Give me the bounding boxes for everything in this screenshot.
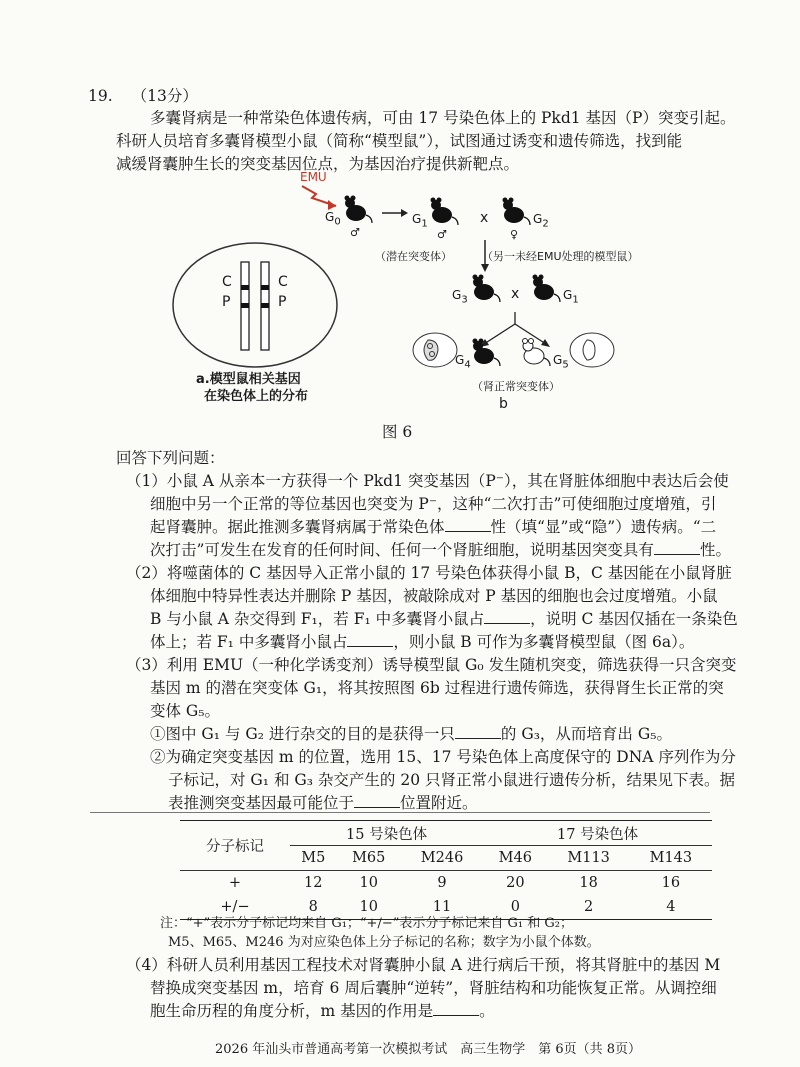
g2-label: $G_2$ <box>533 212 549 230</box>
table-cell: 18 <box>579 875 598 891</box>
g1b-label: $G_1$ <box>563 288 579 306</box>
table-note-2: M5、M65、M246 为对应染色体上分子标记的名称；数字为小鼠个体数。 <box>168 935 600 950</box>
part4-line-2: 替换成突变基因 m，培育 6 周后囊肿“逆转”，肾脏结构和功能恢复正常。从调控细 <box>150 979 717 997</box>
answer-blank[interactable] <box>354 793 400 808</box>
g5-label: $G_5$ <box>553 353 569 371</box>
g4-label: $G_4$ <box>455 353 471 371</box>
g1-label: $G_1$ <box>412 212 428 230</box>
part2-line-2: 体细胞中特异性表达并删除 P 基因，被敲除成对 P 基因的细胞也会过度增殖。小鼠 <box>150 587 718 605</box>
table-cell: 10 <box>359 875 378 891</box>
note-g5: （肾正常突变体） <box>472 380 560 393</box>
intro-line-3: 减缓肾囊肿生长的突变基因位点，为基因治疗提供新靶点。 <box>116 155 520 173</box>
part2-line-3: B 与小鼠 A 杂交得到 F₁，若 F₁ 中多囊肾小鼠占 ，说明 C 基因仅插在一条染色 <box>150 610 738 628</box>
part4-line-1: （4）科研人员利用基因工程技术对肾囊肿小鼠 A 进行病后干预，将其肾脏中的基因 M <box>126 956 721 974</box>
table-marker-header: M65 <box>352 850 386 866</box>
part3-sub2-line-1: ②为确定突变基因 m 的位置，选用 15、17 号染色体上高度保守的 DNA 序列作为分 <box>150 748 736 766</box>
normal-kidney-icon <box>567 330 617 370</box>
divider <box>90 812 710 813</box>
part3-sub2-line-2: 子标记，对 G₁ 和 G₃ 杂交产生的 20 只肾正常小鼠进行遗传分析，结果见下表。据 <box>168 771 735 789</box>
table-row-header: 分子标记 <box>180 821 290 871</box>
panel-a-circle <box>170 240 340 370</box>
gene-label-c-right: C <box>278 274 288 290</box>
part1-line-1: （1）小鼠 A 从亲本一方获得一个 Pkd1 突变基因（P⁻），其在肾脏体细胞中表达后会使 <box>126 472 729 490</box>
table-group-15: 15 号染色体 <box>290 821 483 846</box>
answer-prompt: 回答下列问题： <box>116 449 225 467</box>
gene-label-p-left: P <box>222 294 231 310</box>
table-marker-header: M246 <box>420 850 464 866</box>
question-header <box>88 86 198 106</box>
part1-line-3: 起肾囊肿。据此推测多囊肾病属于常染色体 性（填“显”或“隐”）遗传病。“二 <box>150 518 717 536</box>
page-footer: 2026 年汕头市普通高考第一次模拟考试 高三生物学 第 6页（共 8页） <box>215 1042 642 1057</box>
part3-line-1: （3）利用 EMU（一种化学诱变剂）诱导模型鼠 G₀ 发生随机突变，筛选获得一只含突变 <box>126 656 737 674</box>
g0-label: $G_0$ <box>325 210 341 228</box>
g3-label: $G_3$ <box>452 288 468 306</box>
g0-male-icon: ♂ <box>350 226 360 239</box>
polycystic-kidney-icon <box>410 330 460 370</box>
marker-table <box>180 820 712 920</box>
arrow-right-icon <box>380 206 410 220</box>
g3-mouse-icon <box>470 274 504 306</box>
table-cell: 12 <box>304 875 323 891</box>
part4-line-3: 胞生命历程的角度分析，m 基因的作用是 。 <box>150 1002 495 1020</box>
part1-line-4: 次打击”可发生在发育的任何时间、任何一个肾脏细胞，说明基因突变具有 性。 <box>150 541 731 559</box>
table-cell: 10 <box>359 899 378 915</box>
table-cell: 0 <box>510 899 520 915</box>
table-marker-header: M5 <box>301 850 326 866</box>
arrow-down-icon <box>478 238 492 274</box>
cross-symbol-1: x <box>480 210 489 226</box>
part3-line-2: 基因 m 的潜在突变体 G₁，将其按照图 6b 过程进行遗传筛选，获得肾生长正常的突 <box>150 679 724 697</box>
table-row-label: +/− <box>220 899 250 915</box>
g1b-mouse-icon <box>530 274 564 306</box>
table-row <box>180 871 712 896</box>
table-group-17: 17 号染色体 <box>483 821 712 846</box>
answer-blank[interactable] <box>433 1001 479 1016</box>
table-cell: 16 <box>661 875 681 891</box>
g1-mouse-icon <box>428 197 462 229</box>
table-marker-header: M143 <box>649 850 693 866</box>
gene-label-c-left: C <box>222 274 232 290</box>
answer-blank[interactable] <box>654 540 700 555</box>
cross-symbol-2: x <box>511 286 520 302</box>
table-cell: 4 <box>666 899 676 915</box>
note-g2: （另一未经EMU处理的模型鼠） <box>482 250 639 263</box>
question-number: 19. <box>88 87 113 105</box>
answer-blank[interactable] <box>484 609 530 624</box>
table-cell: 11 <box>432 899 452 915</box>
table-row-label: + <box>228 875 242 891</box>
g1-male-icon: ♂ <box>437 228 447 241</box>
panel-b-label: b <box>499 396 508 412</box>
table-marker-header: M113 <box>567 850 610 866</box>
part3-sub2-line-3: 表推测突变基因最可能位于 位置附近。 <box>168 794 478 812</box>
part2-line-4: 体上；若 F₁ 中多囊肾小鼠占 ，则小鼠 B 可作为多囊肾模型鼠（图 6a）。 <box>150 633 695 651</box>
table-marker-header: M46 <box>498 850 532 866</box>
panel-a-caption-1: a.模型鼠相关基因 <box>196 372 301 387</box>
g2-mouse-icon <box>500 197 534 229</box>
intro-line-1: 多囊肾病是一种常染色体遗传病，可由 17 号染色体上的 Pkd1 基因（P）突变引起。 <box>150 109 736 127</box>
table-cell: 2 <box>584 899 594 915</box>
part1-line-2: 细胞中另一个正常的等位基因也突变为 P⁻，这种“二次打击”可使细胞过度增殖，引 <box>150 495 717 513</box>
g2-female-icon: ♀ <box>510 228 519 241</box>
answer-blank[interactable] <box>455 724 501 739</box>
figure-caption: 图 6 <box>382 423 413 441</box>
gene-label-p-right: P <box>278 294 287 310</box>
panel-a-caption-2: 在染色体上的分布 <box>204 389 309 404</box>
part3-line-3: 变体 G₅。 <box>150 702 221 720</box>
question-score: （13分） <box>131 87 198 105</box>
emu-label: EMU <box>300 170 327 184</box>
part2-line-1: （2）将噬菌体的 C 基因导入正常小鼠的 17 号染色体获得小鼠 B，C 基因能在小鼠肾脏 <box>126 564 732 582</box>
answer-blank[interactable] <box>347 632 393 647</box>
g5-mouse-icon <box>520 338 554 370</box>
note-g1: （潜在突变体） <box>375 250 452 263</box>
intro-line-2: 科研人员培育多囊肾模型小鼠（简称“模型鼠”），试图通过诱变和遗传筛选，找到能 <box>116 132 683 150</box>
answer-blank[interactable] <box>445 517 491 532</box>
part3-sub1: ①图中 G₁ 与 G₂ 进行杂交的目的是获得一只 的 G₃，从而培育出 G₅。 <box>150 725 672 743</box>
table-cell: 20 <box>506 875 525 891</box>
g0-mouse-icon <box>342 195 376 227</box>
table-cell: 8 <box>308 899 318 915</box>
table-cell: 9 <box>437 875 447 891</box>
g4-mouse-icon <box>470 338 504 370</box>
table-note-1: 注：“+”表示分子标记均来自 G₁；“+/−”表示分子标记来自 G₁ 和 G₂； <box>160 916 573 931</box>
